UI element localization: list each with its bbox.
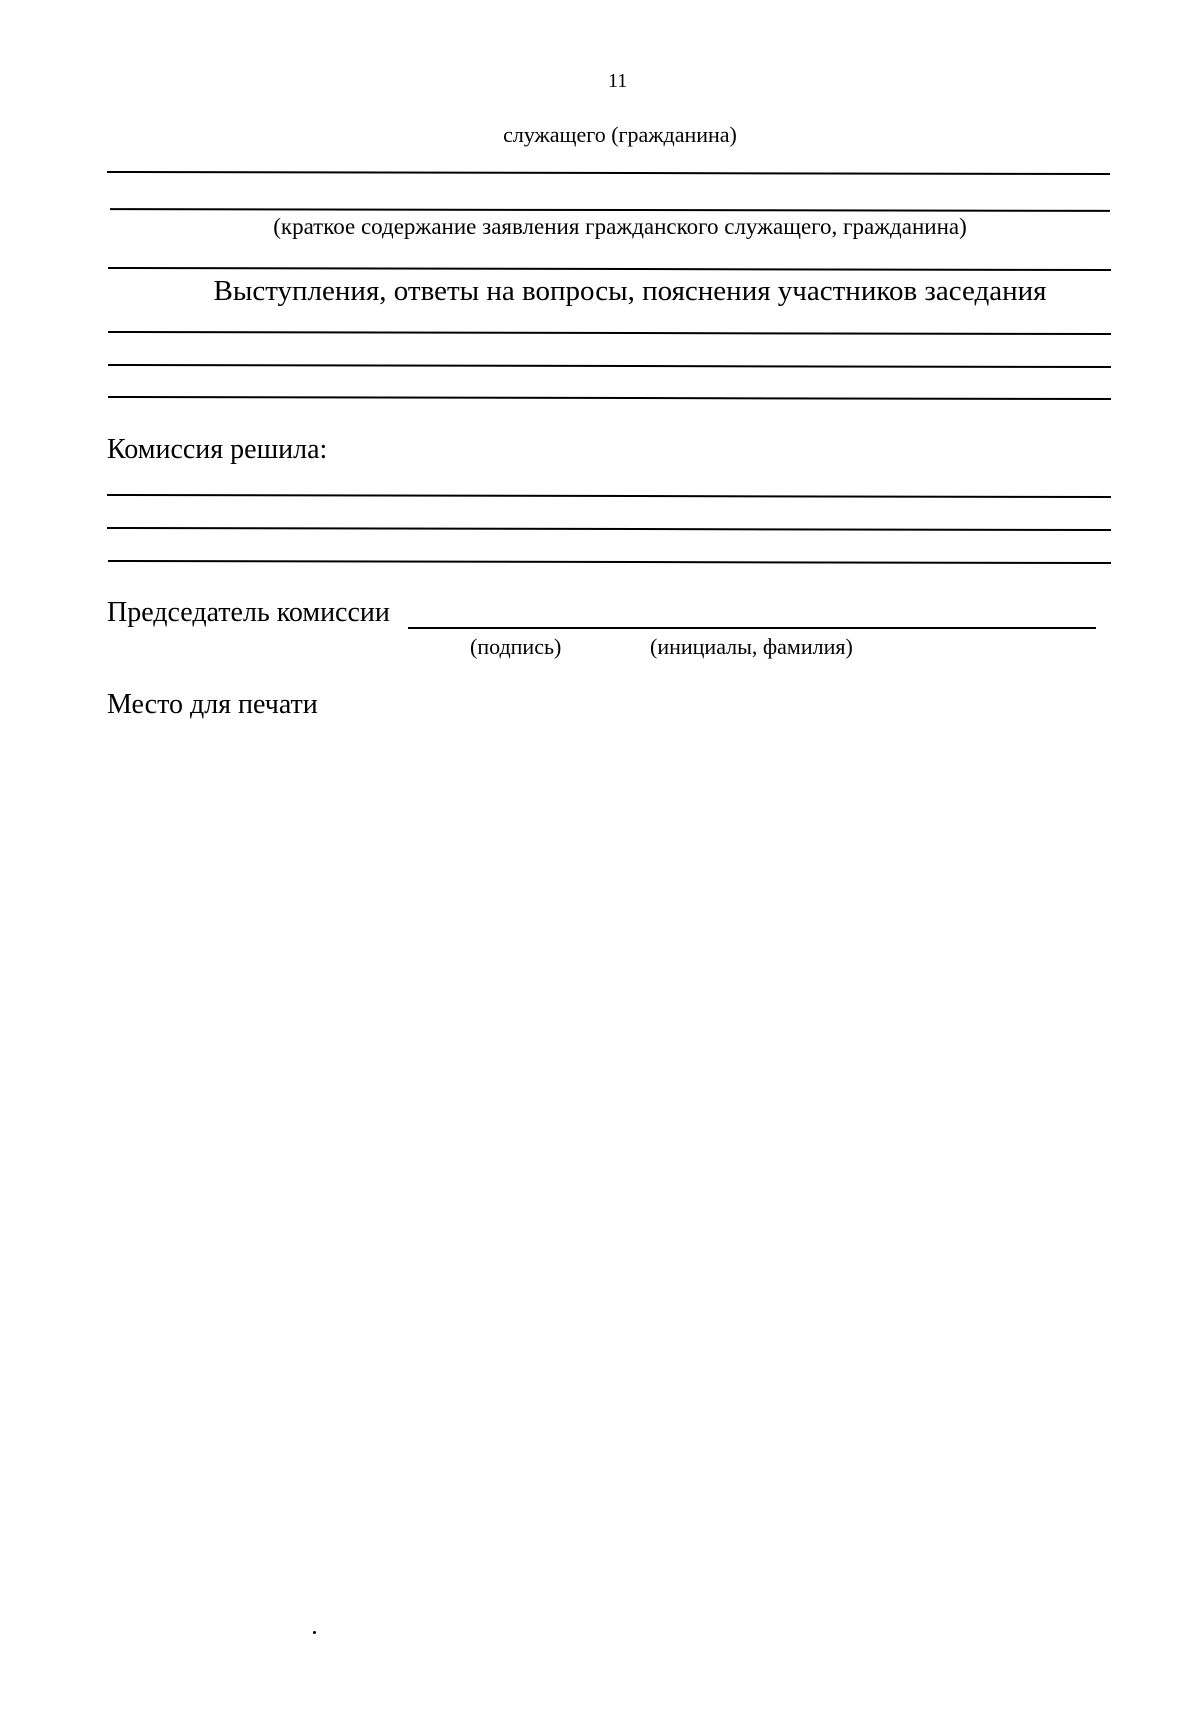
blank-line-6 <box>108 396 1111 400</box>
signature-caption-name: (инициалы, фамилия) <box>650 634 853 659</box>
blank-line-1 <box>107 171 1110 175</box>
speeches-heading: Выступления, ответы на вопросы, пояснения участников заседания <box>213 275 1047 307</box>
blank-line-9 <box>108 560 1111 564</box>
statement-caption: (краткое содержание заявления гражданского служащего, гражданина) <box>273 214 967 239</box>
blank-line-8 <box>107 527 1111 531</box>
scan-speck <box>313 1631 316 1634</box>
blank-line-7 <box>107 494 1111 498</box>
blank-line-5 <box>108 364 1111 368</box>
blank-line-2 <box>110 208 1110 212</box>
chair-label: Председатель комиссии <box>107 597 390 628</box>
signature-line <box>408 627 1096 629</box>
stamp-place-label: Место для печати <box>107 689 318 720</box>
blank-line-4 <box>108 331 1111 335</box>
decision-label: Комиссия решила: <box>107 434 328 465</box>
blank-line-3 <box>108 267 1111 271</box>
page-number: 11 <box>608 70 628 92</box>
signature-caption-sign: (подпись) <box>470 634 562 659</box>
continuation-text: служащего (гражданина) <box>503 122 737 147</box>
